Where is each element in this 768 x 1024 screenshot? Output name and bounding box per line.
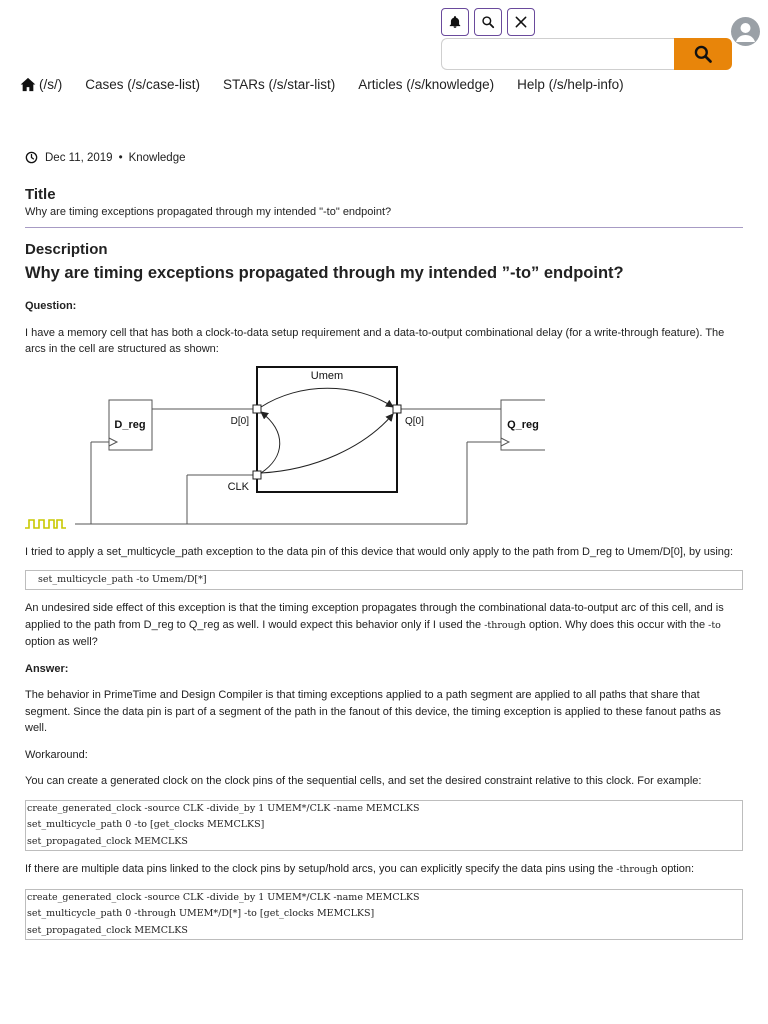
notifications-button[interactable] xyxy=(441,8,469,36)
paragraph-6-part-a: If there are multiple data pins linked to the clock pins by setup/hold arcs, you can explicitly specify the data pins using the xyxy=(25,863,617,875)
inline-code-through: -through xyxy=(616,864,659,875)
workaround-label: Workaround: xyxy=(25,748,88,761)
article-content xyxy=(25,185,743,950)
code-block-1: set_multicycle_path -to Umem/D[*] xyxy=(25,570,743,590)
avatar[interactable] xyxy=(731,17,760,46)
home-icon xyxy=(20,77,36,92)
nav-home[interactable] xyxy=(20,77,62,92)
inline-code-through: -through xyxy=(484,619,526,631)
circuit-diagram xyxy=(25,362,545,532)
nav-articles[interactable]: Articles (/s/knowledge) xyxy=(358,76,495,92)
title-divider xyxy=(25,227,743,228)
search-bar xyxy=(441,38,732,70)
paragraph-6-part-b: option: xyxy=(658,863,695,875)
code-line: set_propagated_clock MEMCLKS xyxy=(27,835,188,847)
nav-stars[interactable]: STARs (/s/star-list) xyxy=(223,76,336,92)
meta-separator: • xyxy=(118,151,123,164)
paragraph-3-part-a: An undesired side effect of this exception is that the timing exception propagates through the combinational data-to-output arc of this cell, and is applied to the path from D_reg to Q_reg as well. I would expect this behavior only if I used the xyxy=(25,602,724,631)
clk-pin-label: CLK xyxy=(227,481,249,493)
nav-help[interactable]: Help (/s/help-info) xyxy=(517,76,624,92)
q-pin-label: Q[0] xyxy=(405,416,424,427)
title-heading: Title xyxy=(25,186,56,203)
search-icon xyxy=(481,13,495,31)
nav-cases[interactable]: Cases (/s/case-list) xyxy=(85,76,201,92)
code-block-2 xyxy=(25,800,743,852)
inline-code-to: -to xyxy=(708,619,721,631)
description-heading: Description xyxy=(25,241,108,258)
code-line: set_multicycle_path 0 -to [get_clocks MEMCLKS] xyxy=(27,819,265,830)
paragraph-6 xyxy=(25,861,743,879)
article-date: Dec 11, 2019 xyxy=(45,151,113,164)
pin-clk xyxy=(253,471,261,479)
paragraph-3-part-c: option as well? xyxy=(25,636,98,648)
article-meta xyxy=(25,151,186,164)
paragraph-2: I tried to apply a set_multicycle_path exception to the data pin of this device that would only apply to the path from D_reg to Umem/D[0], by using: xyxy=(25,545,734,558)
nav-home-label: (/s/) xyxy=(39,76,63,92)
umem-block xyxy=(257,367,397,492)
close-icon xyxy=(514,14,528,30)
paragraph-5: You can create a generated clock on the clock pins of the sequential cells, and set the desired constraint relative to this clock. For example: xyxy=(25,775,702,787)
close-button[interactable] xyxy=(507,8,535,36)
user-icon xyxy=(731,17,760,46)
title-text: Why are timing exceptions propagated through my intended "-to" endpoint? xyxy=(25,206,392,218)
article-title: Why are timing exceptions propagated through my intended ”-to” endpoint? xyxy=(25,264,624,282)
search-toggle-button[interactable] xyxy=(474,8,502,36)
qreg-label: Q_reg xyxy=(507,419,539,431)
code-line: set_multicycle_path 0 -through UMEM*/D[*] -to [get_clocks MEMCLKS] xyxy=(27,908,375,919)
code-block-3 xyxy=(25,889,743,941)
pin-d xyxy=(253,405,261,413)
answer-label: Answer: xyxy=(25,662,69,675)
paragraph-3 xyxy=(25,600,743,651)
clock-waveform-icon xyxy=(25,520,66,528)
code-line: create_generated_clock -source CLK -divide_by 1 UMEM*/CLK -name MEMCLKS xyxy=(27,891,420,903)
paragraph-1: I have a memory cell that has both a clock-to-data setup requirement and a data-to-output combinational delay (for a write-through feature). The arcs in the cell are structured as shown: xyxy=(25,326,725,355)
paragraph-4: The behavior in PrimeTime and Design Compiler is that timing exceptions applied to a path segment are applied to all paths that share that segment. Since the data pin is part of a segment of the path in the fanout of this device, the timing exception is applied to these fanout paths as well. xyxy=(25,689,721,734)
article-category: Knowledge xyxy=(128,151,186,164)
paragraph-3-part-b: option. Why does this occur with the xyxy=(525,618,709,631)
search-submit-button[interactable] xyxy=(674,38,732,70)
code-line: set_propagated_clock MEMCLKS xyxy=(27,924,188,936)
main-nav xyxy=(20,75,647,93)
umem-label: Umem xyxy=(310,370,344,382)
d-pin-label: D[0] xyxy=(230,416,249,427)
clock-icon xyxy=(25,151,38,164)
search-icon xyxy=(693,44,713,64)
dreg-label: D_reg xyxy=(114,419,146,431)
code-line: create_generated_clock -source CLK -divide_by 1 UMEM*/CLK -name MEMCLKS xyxy=(27,802,420,814)
search-input[interactable] xyxy=(441,38,674,70)
question-label: Question: xyxy=(25,300,77,312)
pin-q xyxy=(393,405,401,413)
bell-icon xyxy=(448,13,462,31)
